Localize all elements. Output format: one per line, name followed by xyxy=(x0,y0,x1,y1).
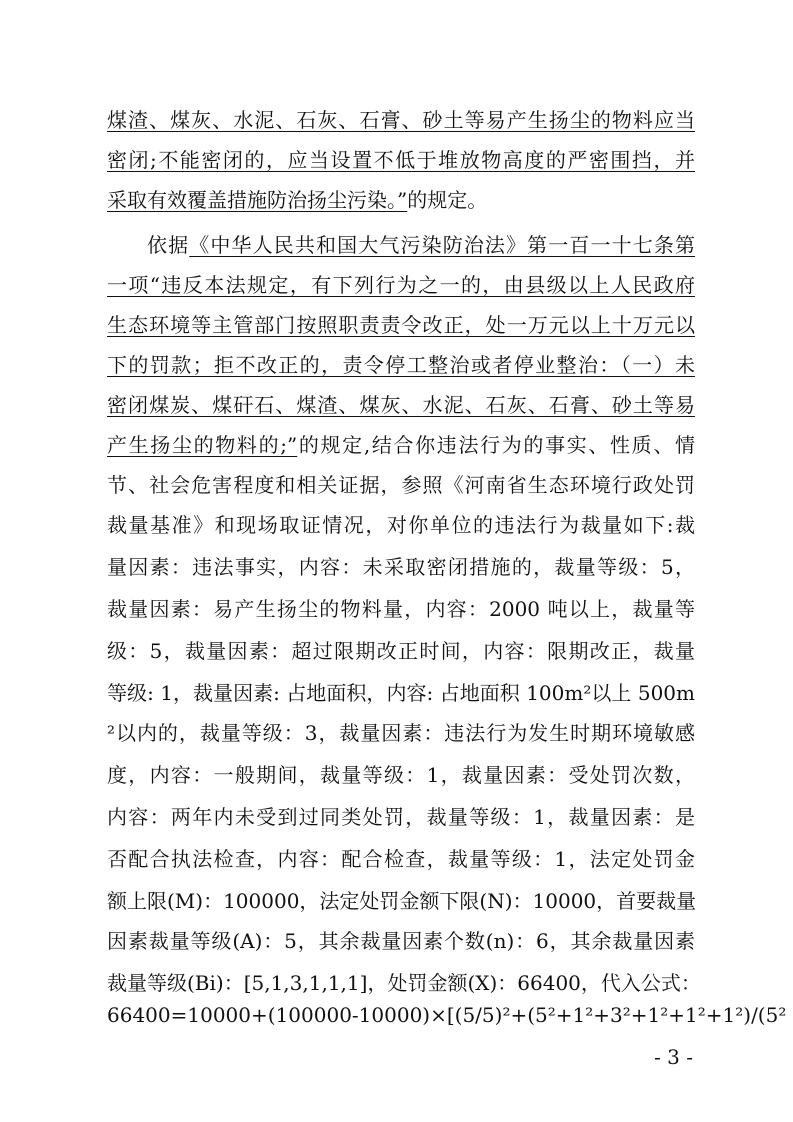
underlined-text: 密闭;不能密闭的，应当设置不低于堆放物高度的严密围挡，并 xyxy=(107,148,695,172)
plain-text: 等级: 1，裁量因素: 占地面积，内容: 占地面积 100m²以上 500m xyxy=(107,681,695,705)
plain-text: 额上限(M)：100000，法定处罚金额下限(N)：10000，首要裁量 xyxy=(107,889,697,913)
text-line-12 xyxy=(107,555,695,581)
underlined-text: 煤渣、煤灰、水泥、石灰、石膏、砂土等易产生扬尘的物料应当 xyxy=(107,108,695,132)
plain-text: 裁量等级(Bi)：[5,1,3,1,1,1]，处罚金额(X)：66400，代入公式： xyxy=(107,971,701,995)
plain-text: 量因素：违法事实，内容：未采取密闭措施的，裁量等级：5， xyxy=(107,555,695,579)
text-line-1 xyxy=(107,108,695,134)
text-line-3 xyxy=(107,188,695,214)
text-line-14 xyxy=(107,639,695,665)
plain-text: ²以内的，裁量等级：3，裁量因素：违法行为发生时期环境敏感 xyxy=(107,721,695,745)
text-line-15 xyxy=(107,681,695,707)
plain-text: 的规定。 xyxy=(407,188,488,212)
text-line-23 xyxy=(107,1003,787,1029)
text-line-19 xyxy=(107,847,695,873)
plain-text: 裁量基准》和现场取证情况，对你单位的违法行为裁量如下:裁 xyxy=(107,513,695,537)
plain-text: 依据 xyxy=(147,233,190,257)
text-line-13 xyxy=(107,597,695,623)
plain-text: 否配合执法检查，内容：配合检查，裁量等级：1，法定处罚金 xyxy=(107,847,695,871)
underlined-text: 一项“违反本法规定，有下列行为之一的，由县级以上人民政府 xyxy=(107,273,695,297)
underlined-text: 下的罚款；拒不改正的，责令停工整治或者停业整治：（一）未 xyxy=(107,353,695,377)
plain-text: 节、社会危害程度和相关证据，参照《河南省生态环境行政处罚 xyxy=(107,473,695,497)
text-line-7 xyxy=(107,353,695,379)
underlined-text: 采取有效覆盖措施防治扬尘污染。” xyxy=(107,188,408,212)
page-number: - 3 - xyxy=(654,1045,693,1069)
plain-text: 因素裁量等级(A)：5，其余裁量因素个数(n)：6，其余裁量因素 xyxy=(107,929,695,953)
underlined-text: 《中华人民共和国大气污染防治法》第一百一十七条第 xyxy=(189,233,696,257)
plain-text: 度，内容：一般期间，裁量等级：1，裁量因素：受处罚次数， xyxy=(107,763,695,787)
text-line-8 xyxy=(107,393,695,419)
text-line-10 xyxy=(107,473,695,499)
text-line-16 xyxy=(107,721,695,747)
text-line-18 xyxy=(107,805,695,831)
plain-text: 的规定,结合你违法行为的事实、性质、情 xyxy=(297,433,695,457)
text-line-9 xyxy=(107,433,695,459)
text-line-4 xyxy=(147,233,695,259)
text-line-5 xyxy=(107,273,695,299)
text-line-21 xyxy=(107,929,695,955)
text-line-6 xyxy=(107,313,695,339)
underlined-text: 产生扬尘的物料的;” xyxy=(107,433,298,457)
plain-text: 裁量因素：易产生扬尘的物料量，内容：2000 吨以上，裁量等 xyxy=(107,597,695,621)
text-line-11 xyxy=(107,513,695,539)
plain-text: 级：5，裁量因素：超过限期改正时间，内容：限期改正，裁量 xyxy=(107,639,695,663)
underlined-text: 生态环境等主管部门按照职责责令改正，处一万元以上十万元以 xyxy=(107,313,695,337)
plain-text: 66400=10000+(100000-10000)×[(5/5)²+(5²+1²+3²+1²+1²+1²)/(5² xyxy=(107,1003,787,1027)
text-line-2 xyxy=(107,148,695,174)
plain-text: 内容：两年内未受到过同类处罚，裁量等级：1，裁量因素：是 xyxy=(107,805,695,829)
text-line-17 xyxy=(107,763,695,789)
text-line-22 xyxy=(107,971,701,997)
text-line-20 xyxy=(107,889,695,915)
underlined-text: 密闭煤炭、煤矸石、煤渣、煤灰、水泥、石灰、石膏、砂土等易 xyxy=(107,393,695,417)
